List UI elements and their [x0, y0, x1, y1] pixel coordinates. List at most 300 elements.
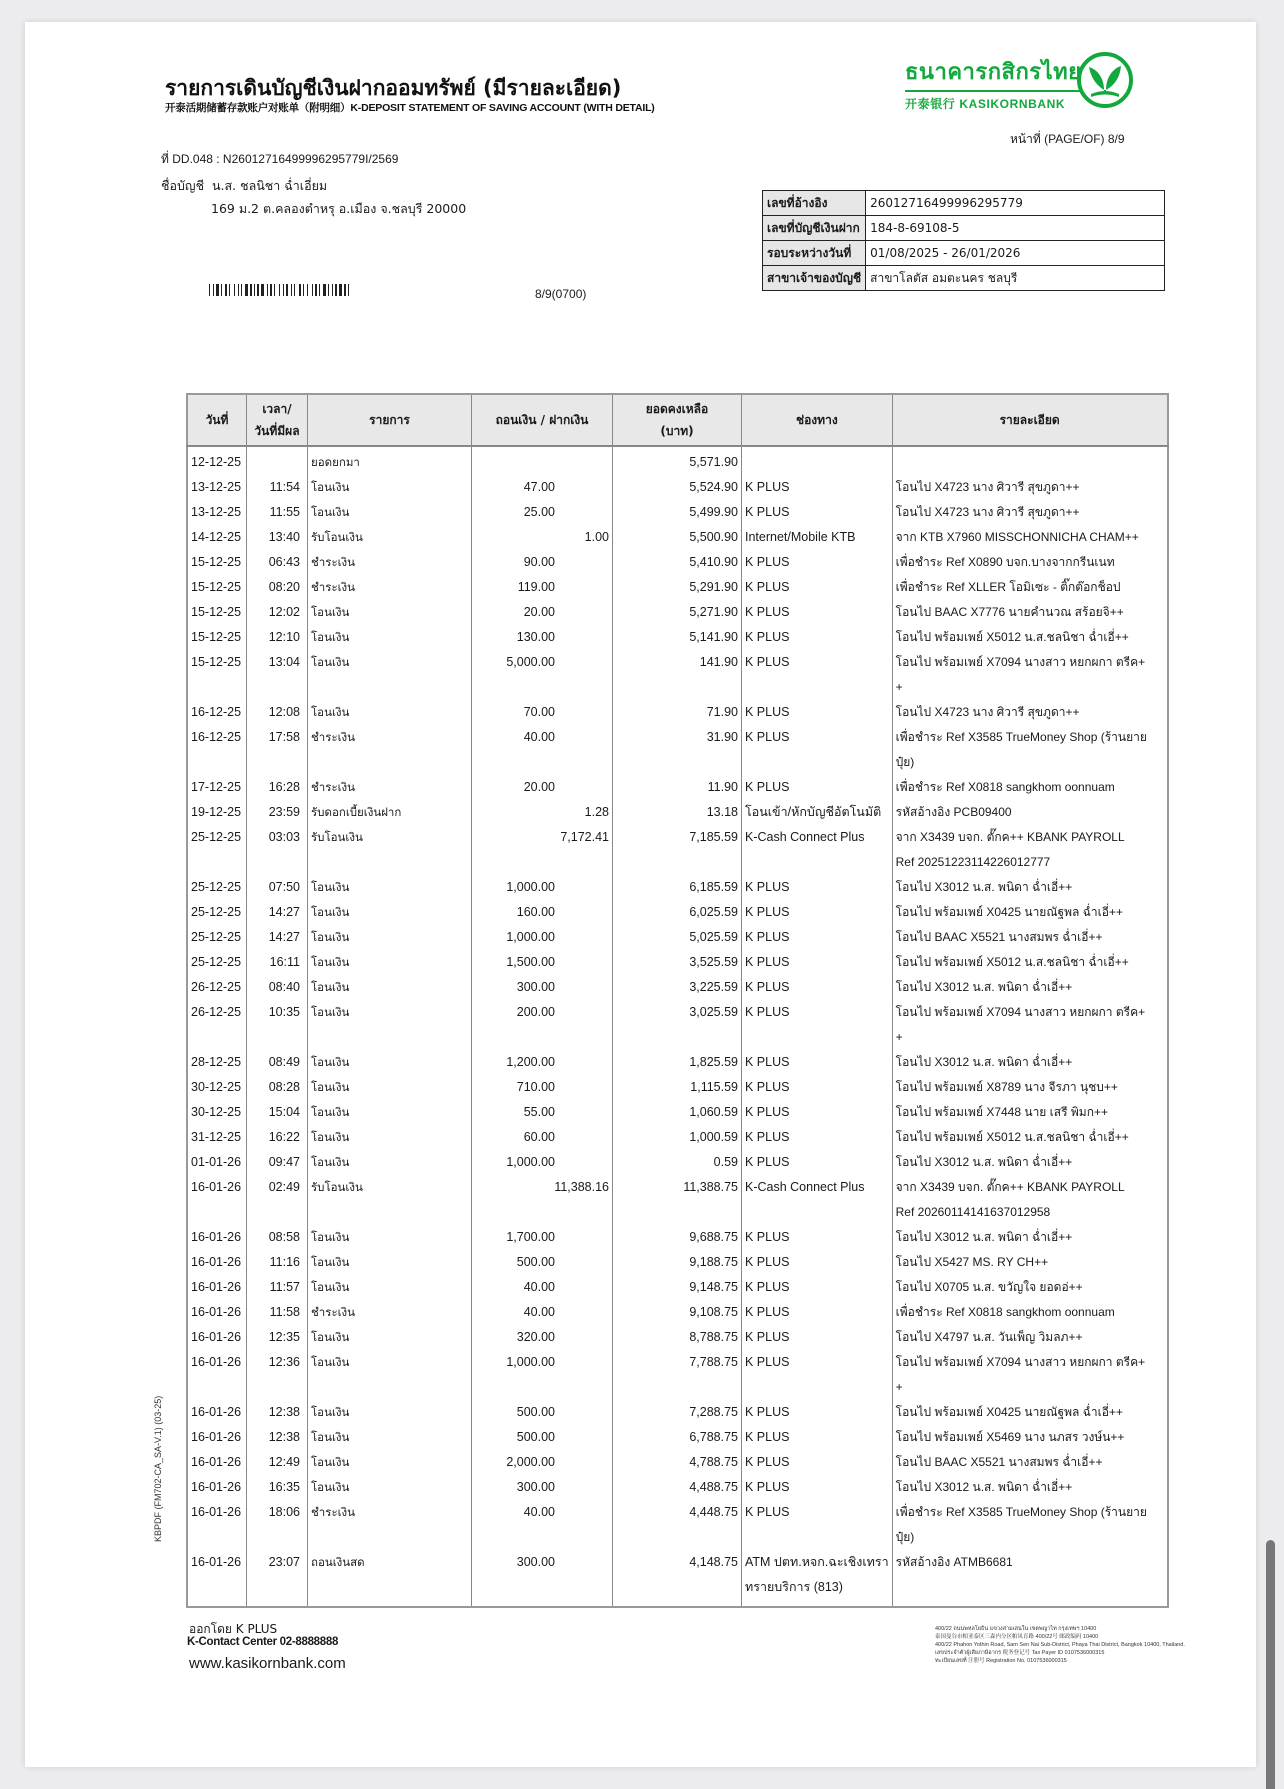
cell-detail: โอนไป X3012 น.ส. พนิดา ฉ่ำเอี่++: [892, 1475, 1168, 1500]
cell-time: 14:27: [247, 925, 308, 950]
bank-address-block: 400/22 ถนนพหลโยธิน แขวงสามเสนใน เขตพญาไท กรุงเทพฯ 10400 泰国曼谷市帕亚泰区三森内分区帕凤育路 400/22号 邮政编码 10400 400/22 Phahon Yothin Road, Sam Sen Nai Sub-District, Phaya Thai District, Bangkok 10400, Thailand. เลขประจำตัวผู้เสียภาษีอากร 税务登记号 Tax Payer ID 0107536000315 ทะเบียนเลขที่ 注册号 Registration No. 0107536000315: [935, 1626, 1185, 1664]
header-detail: รายละเอียด: [892, 394, 1168, 446]
cell-detail: โอนไป พร้อมเพย์ X5469 นาง นภสร วงษ์น++: [892, 1425, 1168, 1450]
cell-date: 16-01-26: [187, 1350, 247, 1400]
cell-date: 16-12-25: [187, 700, 247, 725]
cell-amount: 40.00: [472, 1500, 613, 1550]
cell-channel: K-Cash Connect Plus: [742, 825, 893, 875]
cell-detail: โอนไป BAAC X7776 นายคำนวณ สร้อยจิ++: [892, 600, 1168, 625]
cell-description: ชำระเงิน: [308, 575, 472, 600]
cell-date: 16-01-26: [187, 1475, 247, 1500]
info-row-account-number: [763, 216, 1165, 241]
cell-amount: 7,172.41: [472, 825, 613, 875]
cell-channel: K PLUS: [742, 625, 893, 650]
cell-description: โอนเงิน: [308, 1050, 472, 1075]
cell-amount: 1,700.00: [472, 1225, 613, 1250]
cell-balance: 6,185.59: [613, 875, 742, 900]
table-row: [187, 1325, 1168, 1350]
header-description: รายการ: [308, 394, 472, 446]
barcode: [209, 284, 366, 296]
cell-date: 25-12-25: [187, 900, 247, 925]
cell-time: 12:35: [247, 1325, 308, 1350]
cell-description: โอนเงิน: [308, 1100, 472, 1125]
table-row: [187, 1500, 1168, 1550]
cell-channel: K PLUS: [742, 1000, 893, 1050]
cell-description: โอนเงิน: [308, 650, 472, 700]
cell-detail: เพื่อชำระ Ref X0818 sangkhom oonnuam: [892, 775, 1168, 800]
cell-description: ยอดยกมา: [308, 446, 472, 475]
info-row-reference: [763, 191, 1165, 216]
cell-balance: 1,060.59: [613, 1100, 742, 1125]
cell-channel: K PLUS: [742, 1225, 893, 1250]
header-date: วันที่: [187, 394, 247, 446]
cell-amount: 300.00: [472, 1475, 613, 1500]
info-value: 184-8-69108-5: [866, 216, 1165, 241]
cell-detail: โอนไป พร้อมเพย์ X7094 นางสาว หยกผกา ตรีค+ +: [892, 1350, 1168, 1400]
cell-time: 08:58: [247, 1225, 308, 1250]
cell-detail: โอนไป พร้อมเพย์ X5012 น.ส.ชลนิชา ฉ่ำเอี่++: [892, 950, 1168, 975]
cell-amount: 40.00: [472, 725, 613, 775]
table-row: [187, 700, 1168, 725]
cell-channel: K PLUS: [742, 1125, 893, 1150]
cell-balance: 3,025.59: [613, 1000, 742, 1050]
table-row: [187, 1550, 1168, 1607]
table-row: [187, 625, 1168, 650]
cell-time: 23:59: [247, 800, 308, 825]
cell-detail: โอนไป X3012 น.ส. พนิดา ฉ่ำเอี่++: [892, 875, 1168, 900]
cell-amount: 40.00: [472, 1300, 613, 1325]
cell-detail: โอนไป พร้อมเพย์ X7094 นางสาว หยกผกา ตรีค+ +: [892, 650, 1168, 700]
bank-name-th: ธนาคารกสิกรไทย: [905, 54, 1082, 92]
cell-balance: 5,524.90: [613, 475, 742, 500]
table-row: [187, 975, 1168, 1000]
table-row: [187, 475, 1168, 500]
cell-time: 09:47: [247, 1150, 308, 1175]
cell-channel: ATM ปตท.หจก.ฉะเชิงเทรา ทรายบริการ (813): [742, 1550, 893, 1607]
table-row: [187, 1100, 1168, 1125]
cell-balance: 5,025.59: [613, 925, 742, 950]
cell-amount: 300.00: [472, 975, 613, 1000]
cell-time: 16:11: [247, 950, 308, 975]
document-number: ที่ DD.048 : N26012716499996295779I/2569: [161, 152, 399, 166]
cell-channel: K PLUS: [742, 550, 893, 575]
cell-description: โอนเงิน: [308, 925, 472, 950]
cell-detail: โอนไป X5427 MS. RY CH++: [892, 1250, 1168, 1275]
cell-time: 17:58: [247, 725, 308, 775]
cell-date: 16-01-26: [187, 1275, 247, 1300]
table-row: [187, 600, 1168, 625]
table-row: [187, 1150, 1168, 1175]
cell-time: 07:50: [247, 875, 308, 900]
table-row: [187, 1400, 1168, 1425]
cell-date: 16-01-26: [187, 1500, 247, 1550]
account-name: น.ส. ชลนิชา ฉ่ำเอี่ยม: [212, 178, 328, 193]
table-row: [187, 900, 1168, 925]
cell-balance: 4,788.75: [613, 1450, 742, 1475]
cell-balance: 9,688.75: [613, 1225, 742, 1250]
cell-detail: โอนไป พร้อมเพย์ X8789 นาง จีรภา นุชบ++: [892, 1075, 1168, 1100]
cell-description: โอนเงิน: [308, 1450, 472, 1475]
cell-time: 06:43: [247, 550, 308, 575]
cell-time: 03:03: [247, 825, 308, 875]
cell-time: 11:58: [247, 1300, 308, 1325]
cell-balance: 6,788.75: [613, 1425, 742, 1450]
cell-detail: โอนไป X3012 น.ส. พนิดา ฉ่ำเอี่++: [892, 1150, 1168, 1175]
cell-time: 08:20: [247, 575, 308, 600]
cell-balance: 7,788.75: [613, 1350, 742, 1400]
cell-balance: 3,525.59: [613, 950, 742, 975]
cell-amount: 1,200.00: [472, 1050, 613, 1075]
cell-time: 11:16: [247, 1250, 308, 1275]
cell-balance: 4,448.75: [613, 1500, 742, 1550]
cell-detail: เพื่อชำระ Ref X0890 บจก.บางจากกรีนเนท: [892, 550, 1168, 575]
cell-balance: 7,288.75: [613, 1400, 742, 1425]
table-row: [187, 1000, 1168, 1050]
cell-detail: จาก KTB X7960 MISSCHONNICHA CHAM++: [892, 525, 1168, 550]
cell-channel: K PLUS: [742, 600, 893, 625]
cell-description: ชำระเงิน: [308, 1300, 472, 1325]
cell-date: 16-12-25: [187, 725, 247, 775]
cell-description: โอนเงิน: [308, 1325, 472, 1350]
cell-date: 17-12-25: [187, 775, 247, 800]
cell-channel: K PLUS: [742, 1425, 893, 1450]
cell-amount: 1,500.00: [472, 950, 613, 975]
cell-amount: 5,000.00: [472, 650, 613, 700]
barcode-number: 8/9(0700): [535, 287, 587, 301]
table-row: [187, 550, 1168, 575]
table-row: [187, 575, 1168, 600]
cell-detail: โอนไป X3012 น.ส. พนิดา ฉ่ำเอี่++: [892, 975, 1168, 1000]
table-row: [187, 925, 1168, 950]
cell-detail: จาก X3439 บจก. ตั๊กค++ KBANK PAYROLL Ref 20260114141637012958: [892, 1175, 1168, 1225]
cell-balance: 5,291.90: [613, 575, 742, 600]
cell-date: 14-12-25: [187, 525, 247, 550]
cell-date: 28-12-25: [187, 1050, 247, 1075]
cell-detail: เพื่อชำระ Ref X0818 sangkhom oonnuam: [892, 1300, 1168, 1325]
cell-detail: โอนไป พร้อมเพย์ X0425 นายณัฐพล ฉ่ำเอี่++: [892, 900, 1168, 925]
cell-time: 16:28: [247, 775, 308, 800]
cell-channel: K PLUS: [742, 925, 893, 950]
cell-time: 23:07: [247, 1550, 308, 1607]
cell-description: โอนเงิน: [308, 1125, 472, 1150]
cell-balance: 11.90: [613, 775, 742, 800]
cell-channel: K PLUS: [742, 500, 893, 525]
cell-channel: K PLUS: [742, 1500, 893, 1550]
cell-amount: 1,000.00: [472, 875, 613, 900]
cell-amount: 119.00: [472, 575, 613, 600]
cell-channel: K PLUS: [742, 575, 893, 600]
table-row: [187, 725, 1168, 775]
cell-channel: K PLUS: [742, 1325, 893, 1350]
cell-amount: 70.00: [472, 700, 613, 725]
cell-detail: โอนไป X3012 น.ส. พนิดา ฉ่ำเอี่++: [892, 1225, 1168, 1250]
header-balance: ยอดคงเหลือ (บาท): [613, 394, 742, 446]
cell-amount: [472, 446, 613, 475]
cell-date: 31-12-25: [187, 1125, 247, 1150]
cell-channel: K PLUS: [742, 1450, 893, 1475]
cell-channel: K PLUS: [742, 1275, 893, 1300]
cell-amount: 40.00: [472, 1275, 613, 1300]
cell-description: โอนเงิน: [308, 1275, 472, 1300]
cell-date: 26-12-25: [187, 1000, 247, 1050]
cell-detail: โอนไป BAAC X5521 นางสมพร ฉ่ำเอี่++: [892, 925, 1168, 950]
cell-amount: 710.00: [472, 1075, 613, 1100]
cell-time: 12:08: [247, 700, 308, 725]
cell-date: 16-01-26: [187, 1450, 247, 1475]
cell-description: โอนเงิน: [308, 1150, 472, 1175]
cell-time: 12:38: [247, 1425, 308, 1450]
cell-detail: จาก X3439 บจก. ตั๊กค++ KBANK PAYROLL Ref 20251223114226012777: [892, 825, 1168, 875]
cell-amount: 47.00: [472, 475, 613, 500]
cell-balance: 3,225.59: [613, 975, 742, 1000]
cell-channel: K PLUS: [742, 650, 893, 700]
cell-channel: K PLUS: [742, 950, 893, 975]
table-header-row: [187, 394, 1168, 446]
cell-balance: 4,488.75: [613, 1475, 742, 1500]
cell-description: โอนเงิน: [308, 475, 472, 500]
cell-balance: 9,108.75: [613, 1300, 742, 1325]
cell-amount: 60.00: [472, 1125, 613, 1150]
table-row: [187, 1050, 1168, 1075]
info-label: รอบระหว่างวันที่: [763, 241, 866, 266]
cell-channel: K PLUS: [742, 900, 893, 925]
cell-time: 14:27: [247, 900, 308, 925]
cell-detail: รหัสอ้างอิง ATMB6681: [892, 1550, 1168, 1607]
cell-balance: 141.90: [613, 650, 742, 700]
cell-channel: โอนเข้า/หักบัญชีอัตโนมัติ: [742, 800, 893, 825]
table-row: [187, 1450, 1168, 1475]
cell-detail: โอนไป X3012 น.ส. พนิดา ฉ่ำเอี่++: [892, 1050, 1168, 1075]
cell-amount: 1.00: [472, 525, 613, 550]
cell-time: 12:10: [247, 625, 308, 650]
cell-balance: 5,271.90: [613, 600, 742, 625]
cell-time: 08:40: [247, 975, 308, 1000]
cell-balance: 5,500.90: [613, 525, 742, 550]
cell-date: 25-12-25: [187, 875, 247, 900]
transactions-table: [186, 393, 1169, 1608]
cell-date: 16-01-26: [187, 1250, 247, 1275]
cell-time: 08:49: [247, 1050, 308, 1075]
kasikorn-leaf-logo-icon: [1075, 50, 1135, 110]
cell-amount: 1,000.00: [472, 1150, 613, 1175]
table-row: [187, 875, 1168, 900]
cell-amount: 200.00: [472, 1000, 613, 1050]
cell-detail: เพื่อชำระ Ref XLLER โอมิเซะ - ติ๊กต๊อกช็อป: [892, 575, 1168, 600]
info-label: สาขาเจ้าของบัญชี: [763, 266, 866, 291]
cell-description: ชำระเงิน: [308, 725, 472, 775]
cell-balance: 71.90: [613, 700, 742, 725]
cell-channel: K PLUS: [742, 775, 893, 800]
cell-detail: โอนไป X0705 น.ส. ขวัญใจ ยอดอ่++: [892, 1275, 1168, 1300]
cell-amount: 55.00: [472, 1100, 613, 1125]
cell-balance: 31.90: [613, 725, 742, 775]
cell-date: 15-12-25: [187, 600, 247, 625]
table-row: [187, 800, 1168, 825]
cell-amount: 130.00: [472, 625, 613, 650]
info-label: เลขที่บัญชีเงินฝาก: [763, 216, 866, 241]
cell-description: โอนเงิน: [308, 900, 472, 925]
cell-description: โอนเงิน: [308, 1250, 472, 1275]
cell-channel: K-Cash Connect Plus: [742, 1175, 893, 1225]
info-label: เลขที่อ้างอิง: [763, 191, 866, 216]
vertical-scrollbar[interactable]: [1266, 1540, 1275, 1789]
cell-detail: โอนไป X4797 น.ส. วันเพ็ญ วิมลภ++: [892, 1325, 1168, 1350]
cell-channel: K PLUS: [742, 1475, 893, 1500]
cell-amount: 20.00: [472, 775, 613, 800]
cell-description: ถอนเงินสด: [308, 1550, 472, 1607]
cell-amount: 500.00: [472, 1425, 613, 1450]
cell-balance: 11,388.75: [613, 1175, 742, 1225]
account-name-label: ชื่อบัญชี: [161, 178, 205, 193]
info-value: 01/08/2025 - 26/01/2026: [866, 241, 1165, 266]
cell-amount: 1,000.00: [472, 925, 613, 950]
cell-time: 08:28: [247, 1075, 308, 1100]
cell-description: โอนเงิน: [308, 950, 472, 975]
cell-detail: โอนไป พร้อมเพย์ X5012 น.ส.ชลนิชา ฉ่ำเอี่++: [892, 1125, 1168, 1150]
bank-logo-text: [905, 54, 1082, 112]
cell-description: โอนเงิน: [308, 1475, 472, 1500]
cell-description: โอนเงิน: [308, 1000, 472, 1050]
table-row: [187, 950, 1168, 975]
cell-detail: โอนไป พร้อมเพย์ X5012 น.ส.ชลนิชา ฉ่ำเอี่++: [892, 625, 1168, 650]
cell-description: โอนเงิน: [308, 875, 472, 900]
bank-name-en: 开泰银行 KASIKORNBANK: [905, 97, 1066, 111]
cell-description: โอนเงิน: [308, 1400, 472, 1425]
cell-description: โอนเงิน: [308, 1350, 472, 1400]
cell-description: โอนเงิน: [308, 1225, 472, 1250]
header-channel: ช่องทาง: [742, 394, 893, 446]
cell-channel: K PLUS: [742, 1300, 893, 1325]
cell-time: 18:06: [247, 1500, 308, 1550]
cell-balance: 9,188.75: [613, 1250, 742, 1275]
cell-time: 12:36: [247, 1350, 308, 1400]
cell-date: 15-12-25: [187, 550, 247, 575]
cell-amount: 160.00: [472, 900, 613, 925]
cell-balance: 6,025.59: [613, 900, 742, 925]
cell-time: 11:57: [247, 1275, 308, 1300]
cell-description: โอนเงิน: [308, 500, 472, 525]
cell-channel: K PLUS: [742, 975, 893, 1000]
table-row: [187, 1125, 1168, 1150]
cell-date: 25-12-25: [187, 950, 247, 975]
cell-date: 19-12-25: [187, 800, 247, 825]
cell-date: 25-12-25: [187, 825, 247, 875]
cell-balance: 1,825.59: [613, 1050, 742, 1075]
cell-detail: โอนไป พร้อมเพย์ X0425 นายณัฐพล ฉ่ำเอี่++: [892, 1400, 1168, 1425]
cell-channel: [742, 446, 893, 475]
info-value: 26012716499996295779: [866, 191, 1165, 216]
cell-time: 12:38: [247, 1400, 308, 1425]
cell-description: โอนเงิน: [308, 975, 472, 1000]
table-row: [187, 825, 1168, 875]
cell-balance: 4,148.75: [613, 1550, 742, 1607]
table-row: [187, 1075, 1168, 1100]
info-row-branch: [763, 266, 1165, 291]
cell-description: รับโอนเงิน: [308, 1175, 472, 1225]
cell-date: 25-12-25: [187, 925, 247, 950]
cell-balance: 1,115.59: [613, 1075, 742, 1100]
table-row: [187, 525, 1168, 550]
cell-amount: 25.00: [472, 500, 613, 525]
cell-detail: โอนไป BAAC X5521 นางสมพร ฉ่ำเอี่++: [892, 1450, 1168, 1475]
cell-detail: โอนไป พร้อมเพย์ X7448 นาย เสรี พิมก++: [892, 1100, 1168, 1125]
table-row: [187, 1475, 1168, 1500]
account-address: 169 ม.2 ต.คลองตำหรุ อ.เมือง จ.ชลบุรี 20000: [211, 201, 467, 216]
cell-amount: 1.28: [472, 800, 613, 825]
cell-balance: 5,141.90: [613, 625, 742, 650]
cell-date: 15-12-25: [187, 625, 247, 650]
cell-time: 12:02: [247, 600, 308, 625]
cell-time: 02:49: [247, 1175, 308, 1225]
cell-time: 12:49: [247, 1450, 308, 1475]
cell-channel: K PLUS: [742, 475, 893, 500]
cell-channel: K PLUS: [742, 725, 893, 775]
table-row: [187, 1425, 1168, 1450]
cell-description: รับโอนเงิน: [308, 825, 472, 875]
cell-channel: K PLUS: [742, 1100, 893, 1125]
statement-title-en: 开泰活期储蓄存款账户对账单（附明细）K-DEPOSIT STATEMENT OF SAVING ACCOUNT (WITH DETAIL): [165, 102, 655, 114]
cell-date: 16-01-26: [187, 1225, 247, 1250]
cell-date: 30-12-25: [187, 1100, 247, 1125]
table-row: [187, 1175, 1168, 1225]
cell-amount: 300.00: [472, 1550, 613, 1607]
cell-date: 16-01-26: [187, 1425, 247, 1450]
cell-description: โอนเงิน: [308, 700, 472, 725]
cell-date: 15-12-25: [187, 575, 247, 600]
cell-channel: K PLUS: [742, 1350, 893, 1400]
cell-balance: 5,410.90: [613, 550, 742, 575]
contact-center: K-Contact Center 02-8888888: [187, 1636, 339, 1648]
cell-date: 16-01-26: [187, 1400, 247, 1425]
cell-amount: 500.00: [472, 1250, 613, 1275]
cell-date: 01-01-26: [187, 1150, 247, 1175]
statement-title-th: รายการเดินบัญชีเงินฝากออมทรัพย์ (มีรายละเอียด): [165, 76, 622, 100]
account-name-row: [161, 176, 327, 196]
cell-date: 16-01-26: [187, 1175, 247, 1225]
cell-detail: รหัสอ้างอิง PCB09400: [892, 800, 1168, 825]
cell-detail: [892, 446, 1168, 475]
cell-detail: เพื่อชำระ Ref X3585 TrueMoney Shop (ร้านยาย ปุ๋ย): [892, 1500, 1168, 1550]
cell-description: ชำระเงิน: [308, 775, 472, 800]
table-row: [187, 500, 1168, 525]
cell-description: โอนเงิน: [308, 1425, 472, 1450]
info-value: สาขาโลตัส อมตะนคร ชลบุรี: [866, 266, 1165, 291]
cell-time: [247, 446, 308, 475]
table-row: [187, 1275, 1168, 1300]
cell-channel: K PLUS: [742, 875, 893, 900]
account-info-box: [762, 190, 1165, 291]
cell-time: 15:04: [247, 1100, 308, 1125]
cell-channel: K PLUS: [742, 1250, 893, 1275]
cell-amount: 320.00: [472, 1325, 613, 1350]
bank-website-link[interactable]: www.kasikornbank.com: [189, 1655, 346, 1672]
cell-time: 16:35: [247, 1475, 308, 1500]
issued-by: ออกโดย K PLUS: [189, 1622, 278, 1636]
cell-amount: 11,388.16: [472, 1175, 613, 1225]
cell-detail: โอนไป X4723 นาง ศิวารี สุขภูดา++: [892, 475, 1168, 500]
cell-date: 13-12-25: [187, 500, 247, 525]
cell-amount: 500.00: [472, 1400, 613, 1425]
header-time: เวลา/ วันที่มีผล: [247, 394, 308, 446]
cell-channel: K PLUS: [742, 1075, 893, 1100]
cell-time: 16:22: [247, 1125, 308, 1150]
cell-time: 13:04: [247, 650, 308, 700]
cell-description: ชำระเงิน: [308, 550, 472, 575]
table-row: [187, 446, 1168, 475]
table-row: [187, 1225, 1168, 1250]
cell-description: โอนเงิน: [308, 1075, 472, 1100]
cell-time: 13:40: [247, 525, 308, 550]
